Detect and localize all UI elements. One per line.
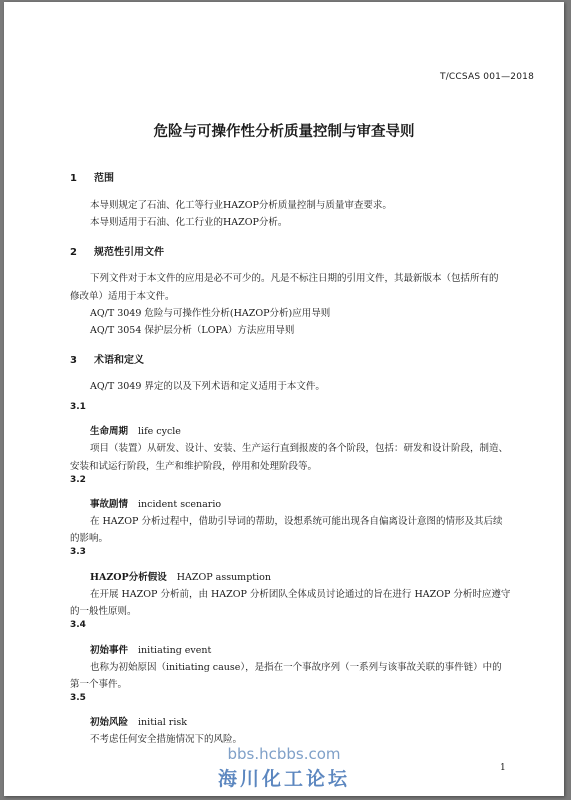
term-definition: 在开展 HAZOP 分析前，由 HAZOP 分析团队全体成员讨论通过的旨在进行 HAZOP 分析时应遵守 (90, 589, 511, 600)
term-chinese: 生命周期 (90, 426, 129, 437)
term-definition: 项目（装置）从研发、设计、安装、生产运行直到报废的各个阶段，包括：研发和设计阶段，制造、 (90, 443, 509, 454)
term-definition-continuation: 的一般性原则。 (70, 606, 137, 617)
normative-reference: AQ/T 3049 危险与可操作性分析(HAZOP分析)应用导则 (90, 308, 331, 319)
normative-reference: AQ/T 3054 保护层分析（LOPA）方法应用导则 (90, 325, 295, 336)
paragraph: 下列文件对于本文件的应用是必不可少的。凡是不标注日期的引用文件，其最新版本（包括所有的 (90, 273, 499, 284)
term-definition-continuation: 第一个事件。 (70, 679, 128, 690)
term-definition: 不考虑任何安全措施情况下的风险。 (90, 734, 243, 745)
term-entry (90, 642, 211, 656)
term-definition: 在 HAZOP 分析过程中，借助引导词的帮助，设想系统可能出现各自偏离设计意图的情形及其后续 (90, 516, 503, 527)
clause-number: 3.1 (70, 402, 86, 412)
term-entry (90, 423, 181, 437)
term-chinese: 初始风险 (90, 717, 129, 728)
document-title: 危险与可操作性分析质量控制与审查导则 (153, 124, 415, 140)
watermark-url: bbs.hcbbs.com (227, 745, 341, 763)
term-chinese: 初始事件 (90, 645, 129, 656)
term-english: incident scenario (138, 499, 222, 510)
term-definition: 也称为初始原因（initiating cause），是指在一个事故序列（一系列与该事故关联的事件链）中的 (90, 662, 502, 673)
term-definition-continuation: 安装和试运行阶段，生产和维护阶段，停用和处理阶段等。 (70, 461, 318, 472)
section-number: 2 (70, 247, 77, 258)
document-page (4, 2, 564, 796)
section-number: 1 (70, 173, 77, 184)
page-number: 1 (500, 763, 506, 773)
term-chinese: 事故剧情 (90, 499, 129, 510)
term-english: life cycle (138, 426, 181, 437)
section-title: 术语和定义 (94, 355, 144, 366)
section-3-heading (70, 351, 144, 366)
term-definition-continuation: 的影响。 (70, 533, 109, 544)
term-english: initiating event (138, 645, 212, 656)
paragraph: AQ/T 3049 界定的以及下列术语和定义适用于本文件。 (90, 381, 325, 392)
section-title: 规范性引用文件 (94, 247, 164, 258)
section-number: 3 (70, 355, 77, 366)
term-entry (90, 569, 271, 583)
paragraph: 本导则规定了石油、化工等行业HAZOP分析质量控制与质量审查要求。 (90, 200, 392, 211)
standard-number: T/CCSAS 001—2018 (440, 72, 534, 82)
term-entry (90, 496, 221, 510)
term-english: HAZOP assumption (176, 572, 271, 583)
paragraph: 本导则适用于石油、化工行业的HAZOP分析。 (90, 217, 288, 228)
watermark-name: 海川化工论坛 (217, 768, 350, 790)
term-english: initial risk (138, 717, 187, 728)
section-title: 范围 (94, 173, 114, 184)
term-entry (90, 714, 187, 728)
clause-number: 3.2 (70, 475, 86, 485)
clause-number: 3.5 (70, 693, 86, 703)
term-chinese: HAZOP分析假设 (90, 572, 167, 583)
section-1-heading (70, 169, 114, 184)
paragraph-continuation: 修改单）适用于本文件。 (70, 291, 175, 302)
clause-number: 3.3 (70, 547, 86, 557)
section-2-heading (70, 243, 164, 258)
clause-number: 3.4 (70, 620, 86, 630)
